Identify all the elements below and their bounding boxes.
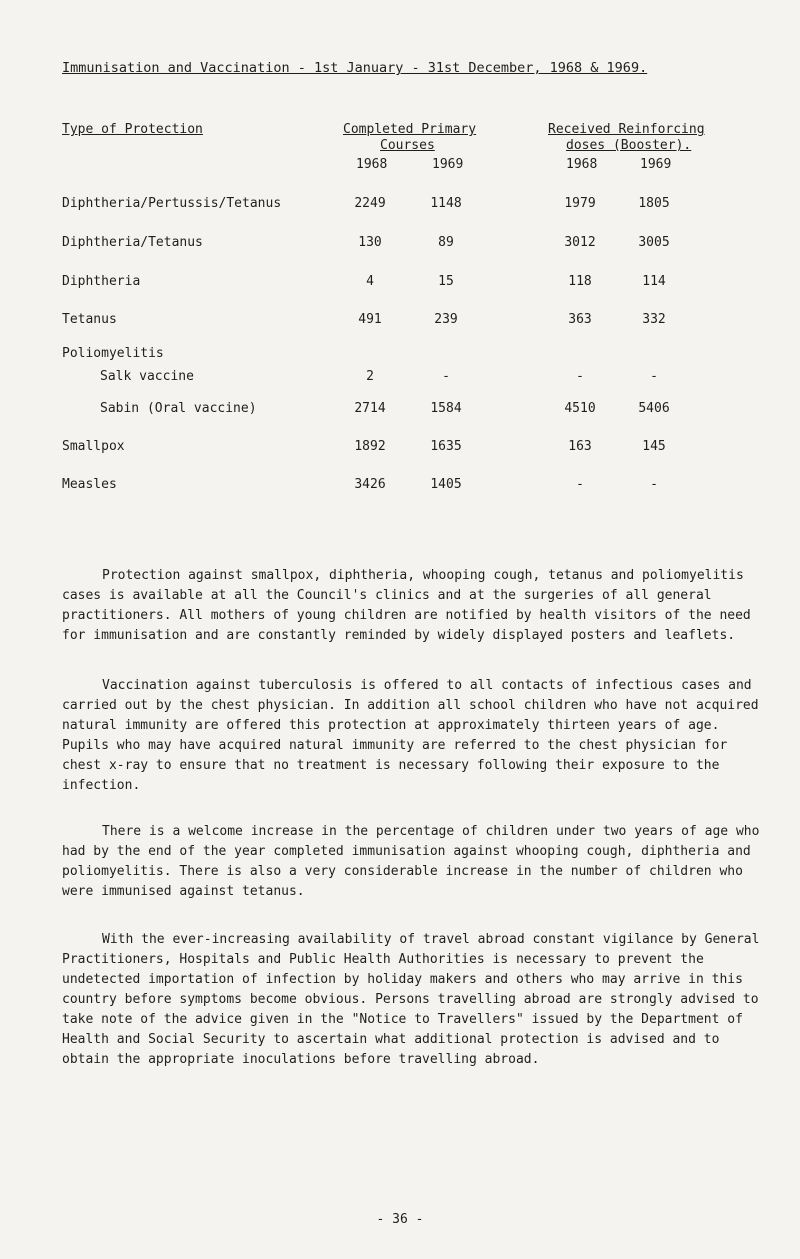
booster-1968-value: 363 xyxy=(568,312,592,327)
header-booster-doses: doses (Booster). xyxy=(566,138,692,153)
booster-1969-value: 5406 xyxy=(638,401,670,416)
primary-1968-value: 3426 xyxy=(354,477,386,492)
primary-1968-value: 2 xyxy=(366,369,374,384)
paragraph-tuberculosis xyxy=(62,676,762,796)
primary-1968-value: 130 xyxy=(358,235,382,250)
paragraph-increase xyxy=(62,822,762,902)
booster-1968-value: 118 xyxy=(568,274,592,289)
booster-1968-value: 3012 xyxy=(564,235,596,250)
paragraph-text: Vaccination against tuberculosis is offered to all contacts of infectious cases and carried out by the chest physician. In addition all school children who have not acquired natural immunity are offered this protection at approximately thirteen years of age. Pupils who may have acquired natural immunity are referred to the chest physician for chest x-ray to ensure that no treatment is necessary following their exposure to the infection. xyxy=(62,678,759,793)
primary-1969-value: 89 xyxy=(438,235,454,250)
booster-1968-value: - xyxy=(576,477,584,492)
booster-1969-value: 1805 xyxy=(638,196,670,211)
paragraph-text: There is a welcome increase in the percentage of children under two years of age who had by the end of the year completed immunisation against whooping cough, diphtheria and poliomyelitis. There is also a very considerable increase in the number of children who were immunised against tetanus. xyxy=(62,824,760,899)
row-label: Diphtheria/Tetanus xyxy=(62,235,203,250)
row-label: Tetanus xyxy=(62,312,117,327)
header-completed-primary: Completed Primary xyxy=(343,122,477,137)
paragraph-travel xyxy=(62,930,762,1070)
paragraph-text: Protection against smallpox, diphtheria, whooping cough, tetanus and poliomyelitis cases is available at all the Council's clinics and at the surgeries of all general practitioners. All mothers of young children are notified by health visitors of the need for immunisation and are constantly reminded by widely displayed posters and leaflets. xyxy=(62,568,751,643)
row-label: Diphtheria/Pertussis/Tetanus xyxy=(62,196,282,211)
primary-1968-value: 2249 xyxy=(354,196,386,211)
booster-1968-value: 163 xyxy=(568,439,592,454)
header-courses: Courses xyxy=(380,138,435,153)
paragraph-protection xyxy=(62,566,762,646)
primary-1969-value: 1148 xyxy=(430,196,462,211)
row-label: Salk vaccine xyxy=(100,369,194,384)
booster-1969-value: - xyxy=(650,477,658,492)
row-label: Smallpox xyxy=(62,439,125,454)
primary-1969-value: 15 xyxy=(438,274,454,289)
primary-1969-value: 1405 xyxy=(430,477,462,492)
year-booster-1969: 1969 xyxy=(640,157,672,172)
booster-1969-value: 332 xyxy=(642,312,666,327)
row-label: Poliomyelitis xyxy=(62,346,164,361)
primary-1968-value: 1892 xyxy=(354,439,386,454)
primary-1969-value: - xyxy=(442,369,450,384)
header-type-of-protection: Type of Protection xyxy=(62,122,203,137)
year-primary-1968: 1968 xyxy=(356,157,388,172)
booster-1969-value: 145 xyxy=(642,439,666,454)
booster-1969-value: 3005 xyxy=(638,235,670,250)
booster-1969-value: - xyxy=(650,369,658,384)
booster-1968-value: - xyxy=(576,369,584,384)
booster-1968-value: 4510 xyxy=(564,401,596,416)
row-label: Sabin (Oral vaccine) xyxy=(100,401,257,416)
paragraph-text: With the ever-increasing availability of travel abroad constant vigilance by General Practitioners, Hospitals and Public Health Authorities is necessary to prevent the undetected importation of infection by holiday makers and others who may arrive in this country before symptoms become obvious. Persons travelling abroad are strongly advised to take note of the advice given in the "Notice to Travellers" issued by the Department of Health and Social Security to ascertain what additional protection is advised and to obtain the appropriate inoculations before travelling abroad. xyxy=(62,932,760,1067)
booster-1969-value: 114 xyxy=(642,274,666,289)
year-primary-1969: 1969 xyxy=(432,157,464,172)
primary-1968-value: 491 xyxy=(358,312,382,327)
primary-1969-value: 1584 xyxy=(430,401,462,416)
primary-1968-value: 2714 xyxy=(354,401,386,416)
page-number: - 36 - xyxy=(376,1212,424,1227)
row-label: Measles xyxy=(62,477,117,492)
primary-1968-value: 4 xyxy=(366,274,374,289)
primary-1969-value: 239 xyxy=(434,312,458,327)
row-label: Diphtheria xyxy=(62,274,141,289)
page-title: Immunisation and Vaccination - 1st January - 31st December, 1968 & 1969. xyxy=(62,60,648,76)
header-received-reinforcing: Received Reinforcing xyxy=(548,122,705,137)
booster-1968-value: 1979 xyxy=(564,196,596,211)
primary-1969-value: 1635 xyxy=(430,439,462,454)
year-booster-1968: 1968 xyxy=(566,157,598,172)
